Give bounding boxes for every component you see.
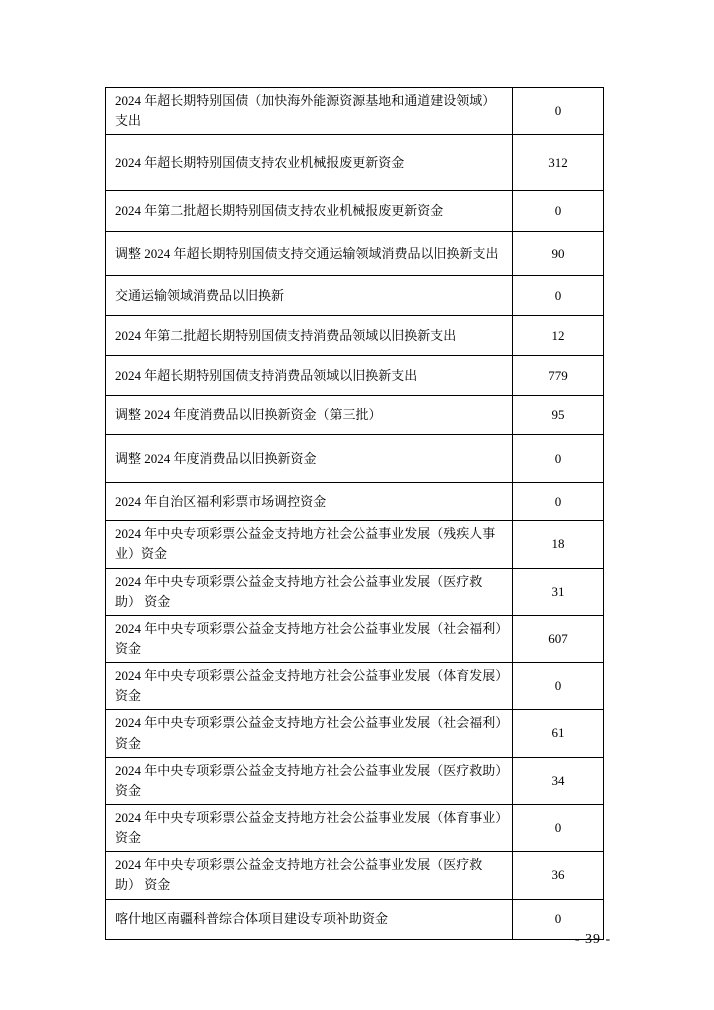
project-name-cell: 2024 年超长期特别国债（加快海外能源资源基地和通道建设领域）支出 — [106, 88, 513, 135]
table-row — [106, 316, 604, 356]
project-name-cell: 2024 年中央专项彩票公益金支持地方社会公益事业发展（体育事业）资金 — [106, 804, 513, 851]
amount-cell: 607 — [513, 615, 604, 662]
amount-cell: 90 — [513, 232, 604, 276]
project-name-cell: 2024 年中央专项彩票公益金支持地方社会公益事业发展（社会福利）资金 — [106, 615, 513, 662]
project-name-cell: 2024 年超长期特别国债支持消费品领域以旧换新支出 — [106, 356, 513, 396]
project-name-cell: 2024 年中央专项彩票公益金支持地方社会公益事业发展（社会福利）资金 — [106, 710, 513, 757]
table-row — [106, 710, 604, 757]
table-row — [106, 483, 604, 521]
amount-cell: 34 — [513, 757, 604, 804]
project-name-cell: 调整 2024 年超长期特别国债支持交通运输领域消费品以旧换新支出 — [106, 232, 513, 276]
table-row — [106, 663, 604, 710]
project-name-cell: 调整 2024 年度消费品以旧换新资金 — [106, 435, 513, 483]
table-row — [106, 804, 604, 851]
amount-cell: 0 — [513, 191, 604, 232]
project-name-cell: 2024 年中央专项彩票公益金支持地方社会公益事业发展（医疗救助）资金 — [106, 757, 513, 804]
amount-cell: 31 — [513, 568, 604, 615]
project-name-cell: 2024 年中央专项彩票公益金支持地方社会公益事业发展（医疗救助） 资金 — [106, 852, 513, 899]
table-row — [106, 852, 604, 899]
amount-cell: 0 — [513, 276, 604, 316]
project-name-cell: 2024 年自治区福利彩票市场调控资金 — [106, 483, 513, 521]
budget-table — [105, 87, 604, 940]
project-name-cell: 交通运输领域消费品以旧换新 — [106, 276, 513, 316]
budget-table-body — [106, 88, 604, 940]
table-row — [106, 88, 604, 135]
amount-cell: 312 — [513, 135, 604, 191]
amount-cell: 0 — [513, 483, 604, 521]
table-row — [106, 757, 604, 804]
project-name-cell: 喀什地区南疆科普综合体项目建设专项补助资金 — [106, 899, 513, 939]
amount-cell: 779 — [513, 356, 604, 396]
table-row — [106, 135, 604, 191]
page-number: - 39 - — [574, 932, 612, 947]
project-name-cell: 2024 年第二批超长期特别国债支持农业机械报废更新资金 — [106, 191, 513, 232]
table-row — [106, 232, 604, 276]
table-row — [106, 568, 604, 615]
amount-cell: 0 — [513, 663, 604, 710]
amount-cell: 18 — [513, 521, 604, 568]
amount-cell: 0 — [513, 804, 604, 851]
table-row — [106, 276, 604, 316]
table-row — [106, 396, 604, 435]
project-name-cell: 2024 年中央专项彩票公益金支持地方社会公益事业发展（体育发展）资金 — [106, 663, 513, 710]
table-row — [106, 356, 604, 396]
amount-cell: 61 — [513, 710, 604, 757]
table-row — [106, 615, 604, 662]
amount-cell: 12 — [513, 316, 604, 356]
table-row — [106, 435, 604, 483]
project-name-cell: 调整 2024 年度消费品以旧换新资金（第三批） — [106, 396, 513, 435]
amount-cell: 36 — [513, 852, 604, 899]
table-row — [106, 899, 604, 939]
amount-cell: 95 — [513, 396, 604, 435]
project-name-cell: 2024 年第二批超长期特别国债支持消费品领域以旧换新支出 — [106, 316, 513, 356]
amount-cell: 0 — [513, 899, 604, 939]
table-row — [106, 521, 604, 568]
amount-cell: 0 — [513, 435, 604, 483]
project-name-cell: 2024 年中央专项彩票公益金支持地方社会公益事业发展（残疾人事业）资金 — [106, 521, 513, 568]
amount-cell: 0 — [513, 88, 604, 135]
project-name-cell: 2024 年超长期特别国债支持农业机械报废更新资金 — [106, 135, 513, 191]
project-name-cell: 2024 年中央专项彩票公益金支持地方社会公益事业发展（医疗救助） 资金 — [106, 568, 513, 615]
table-row — [106, 191, 604, 232]
